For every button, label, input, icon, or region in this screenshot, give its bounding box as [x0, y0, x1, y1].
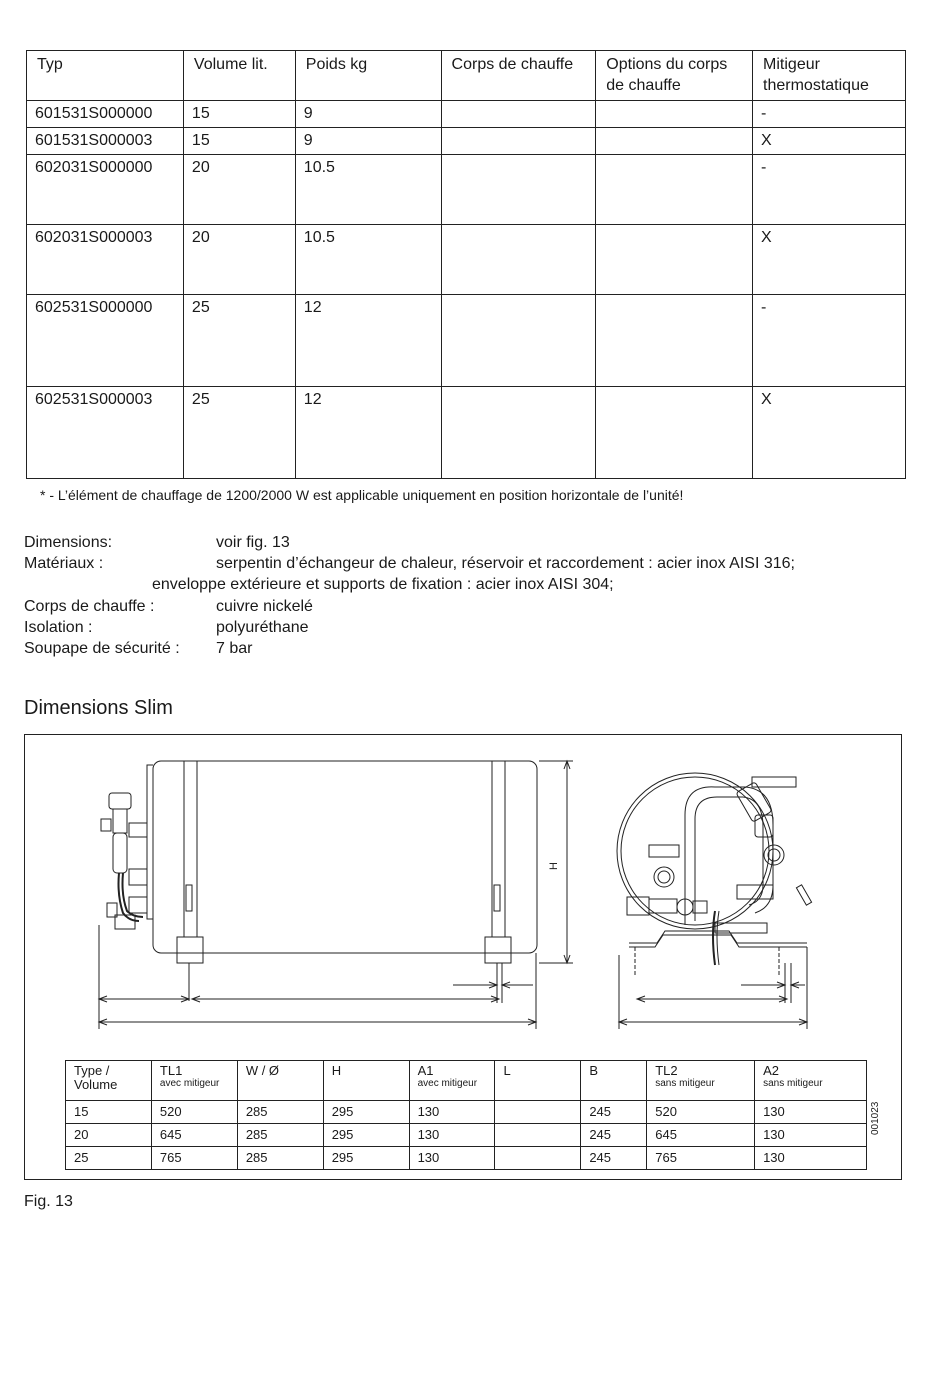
spec-isolation — [24, 617, 795, 638]
spec-materiaux-cont — [24, 574, 795, 595]
cell-typ: 602031S000003 — [27, 225, 184, 295]
cell: 645 — [151, 1124, 237, 1147]
spec-label: Corps de chauffe : — [24, 597, 155, 615]
drawing-code: 001023 — [870, 1101, 881, 1135]
cell-options — [596, 155, 753, 225]
header-main: Type / Volume — [74, 1063, 118, 1092]
spec-value: serpentin d’échangeur de chaleur, réservoir et raccordement : acier inox AISI 316; — [216, 555, 795, 573]
cell-mitigeur: X — [753, 225, 906, 295]
header-sub: sans mitigeur — [763, 1078, 823, 1089]
cell-corps — [441, 155, 596, 225]
cell: 295 — [323, 1101, 409, 1124]
cell-volume: 15 — [183, 128, 295, 155]
dimension-table — [65, 1060, 867, 1170]
header-sub: avec mitigeur — [417, 1078, 478, 1089]
spec-label: Matériaux : — [24, 555, 104, 573]
technical-drawing — [25, 735, 901, 1055]
spec-corps — [24, 596, 795, 617]
header-main: A1 — [417, 1063, 434, 1078]
cell-mitigeur: - — [753, 155, 906, 225]
header-main: W / Ø — [245, 1063, 280, 1078]
cell: 15 — [66, 1101, 152, 1124]
cell-options — [596, 225, 753, 295]
tank-end-cap — [147, 765, 153, 919]
cell-poids: 9 — [295, 128, 441, 155]
header-typ: Typ — [27, 51, 184, 101]
table-row — [27, 225, 906, 295]
cell-mitigeur: X — [753, 387, 906, 479]
cell: 765 — [647, 1147, 755, 1170]
cell-typ: 601531S000003 — [27, 128, 184, 155]
header-b — [581, 1061, 647, 1101]
spec-soupape — [24, 638, 795, 659]
cell-poids: 10.5 — [295, 225, 441, 295]
cell: 25 — [66, 1147, 152, 1170]
cell: 285 — [237, 1101, 323, 1124]
table-row — [27, 155, 906, 225]
cell-volume: 25 — [183, 295, 295, 387]
cell-corps — [441, 128, 596, 155]
cell-volume: 20 — [183, 225, 295, 295]
cell-typ: 602531S000003 — [27, 387, 184, 479]
cell — [495, 1124, 581, 1147]
cell: 245 — [581, 1147, 647, 1170]
header-sub: sans mitigeur — [655, 1078, 715, 1089]
table-row — [66, 1101, 867, 1124]
cell: 245 — [581, 1124, 647, 1147]
cell: 520 — [647, 1101, 755, 1124]
spec-value: enveloppe extérieure et supports de fixation : acier inox AISI 304; — [152, 576, 614, 594]
cell — [495, 1101, 581, 1124]
header-main: TL1 — [159, 1063, 183, 1078]
dimension-table-header — [66, 1061, 867, 1101]
header-corps-de-chauffe: Corps de chauffe — [441, 51, 596, 101]
cell: 285 — [237, 1147, 323, 1170]
cell-poids: 12 — [295, 295, 441, 387]
cell: 285 — [237, 1124, 323, 1147]
spec-value: polyuréthane — [216, 618, 309, 636]
cell: 520 — [151, 1101, 237, 1124]
cell-poids: 12 — [295, 387, 441, 479]
table-row — [27, 128, 906, 155]
cell-options — [596, 128, 753, 155]
cell: 20 — [66, 1124, 152, 1147]
header-a1 — [409, 1061, 495, 1101]
cell: 130 — [409, 1147, 495, 1170]
cell-mitigeur: - — [753, 101, 906, 128]
header-w — [237, 1061, 323, 1101]
mixer-valve — [109, 793, 131, 809]
cell: 295 — [323, 1147, 409, 1170]
cell-corps — [441, 387, 596, 479]
spec-value: voir fig. 13 — [216, 534, 290, 551]
table-row — [27, 387, 906, 479]
cell: 130 — [755, 1124, 867, 1147]
cell-poids: 10.5 — [295, 155, 441, 225]
cell: 130 — [755, 1101, 867, 1124]
header-type-volume — [66, 1061, 152, 1101]
cell-typ: 602531S000000 — [27, 295, 184, 387]
header-tl1 — [151, 1061, 237, 1101]
header-a2 — [755, 1061, 867, 1101]
spec-dimensions — [24, 532, 795, 553]
spec-value: 7 bar — [216, 640, 253, 658]
table-row — [27, 295, 906, 387]
header-main: TL2 — [655, 1063, 678, 1078]
header-h — [323, 1061, 409, 1101]
foot-left — [177, 937, 203, 963]
cell: 130 — [409, 1101, 495, 1124]
cell-corps — [441, 225, 596, 295]
specifications — [24, 532, 795, 659]
height-dimension-label: H — [548, 862, 560, 870]
header-main: H — [331, 1063, 342, 1078]
cell-corps — [441, 295, 596, 387]
table-row — [66, 1124, 867, 1147]
cell-mitigeur: - — [753, 295, 906, 387]
cell: 130 — [409, 1124, 495, 1147]
cell-options — [596, 387, 753, 479]
header-mitigeur: Mitigeur thermostatique — [753, 51, 906, 101]
header-sub: avec mitigeur — [159, 1078, 220, 1089]
figure-caption: Fig. 13 — [24, 1193, 73, 1210]
cell-typ: 601531S000000 — [27, 101, 184, 128]
spec-label: Soupape de sécurité : — [24, 640, 180, 658]
spec-label: Isolation : — [24, 618, 93, 636]
spec-materiaux — [24, 553, 795, 574]
cell-options — [596, 295, 753, 387]
header-l — [495, 1061, 581, 1101]
header-options: Options du corps de chauffe — [596, 51, 753, 101]
cell-options — [596, 101, 753, 128]
pipe-connection — [654, 867, 674, 887]
foot-right — [485, 937, 511, 963]
cell-volume: 20 — [183, 155, 295, 225]
cell-typ: 602031S000000 — [27, 155, 184, 225]
table-row — [27, 101, 906, 128]
header-tl2 — [647, 1061, 755, 1101]
tank-side-body — [153, 761, 537, 953]
table-row — [66, 1147, 867, 1170]
cell-mitigeur: X — [753, 128, 906, 155]
cell: 645 — [647, 1124, 755, 1147]
header-poids: Poids kg — [295, 51, 441, 101]
spec-table — [26, 50, 906, 479]
cell: 765 — [151, 1147, 237, 1170]
header-main: L — [503, 1063, 511, 1078]
cell: 130 — [755, 1147, 867, 1170]
header-volume: Volume lit. — [183, 51, 295, 101]
cell-volume: 15 — [183, 101, 295, 128]
cell-poids: 9 — [295, 101, 441, 128]
cell: 245 — [581, 1101, 647, 1124]
spec-label: Dimensions: — [24, 534, 113, 551]
section-title: Dimensions Slim — [24, 697, 173, 719]
cell: 295 — [323, 1124, 409, 1147]
cell-volume: 25 — [183, 387, 295, 479]
footnote: * - L’élément de chauffage de 1200/2000 W est applicable uniquement en position horizontale de l’unité! — [40, 487, 684, 503]
cell — [495, 1147, 581, 1170]
figure-13 — [24, 734, 902, 1180]
spec-value: cuivre nickelé — [216, 597, 313, 615]
cell-corps — [441, 101, 596, 128]
spec-table-header-row — [27, 51, 906, 101]
header-main: A2 — [763, 1063, 779, 1078]
header-main: B — [589, 1063, 598, 1078]
